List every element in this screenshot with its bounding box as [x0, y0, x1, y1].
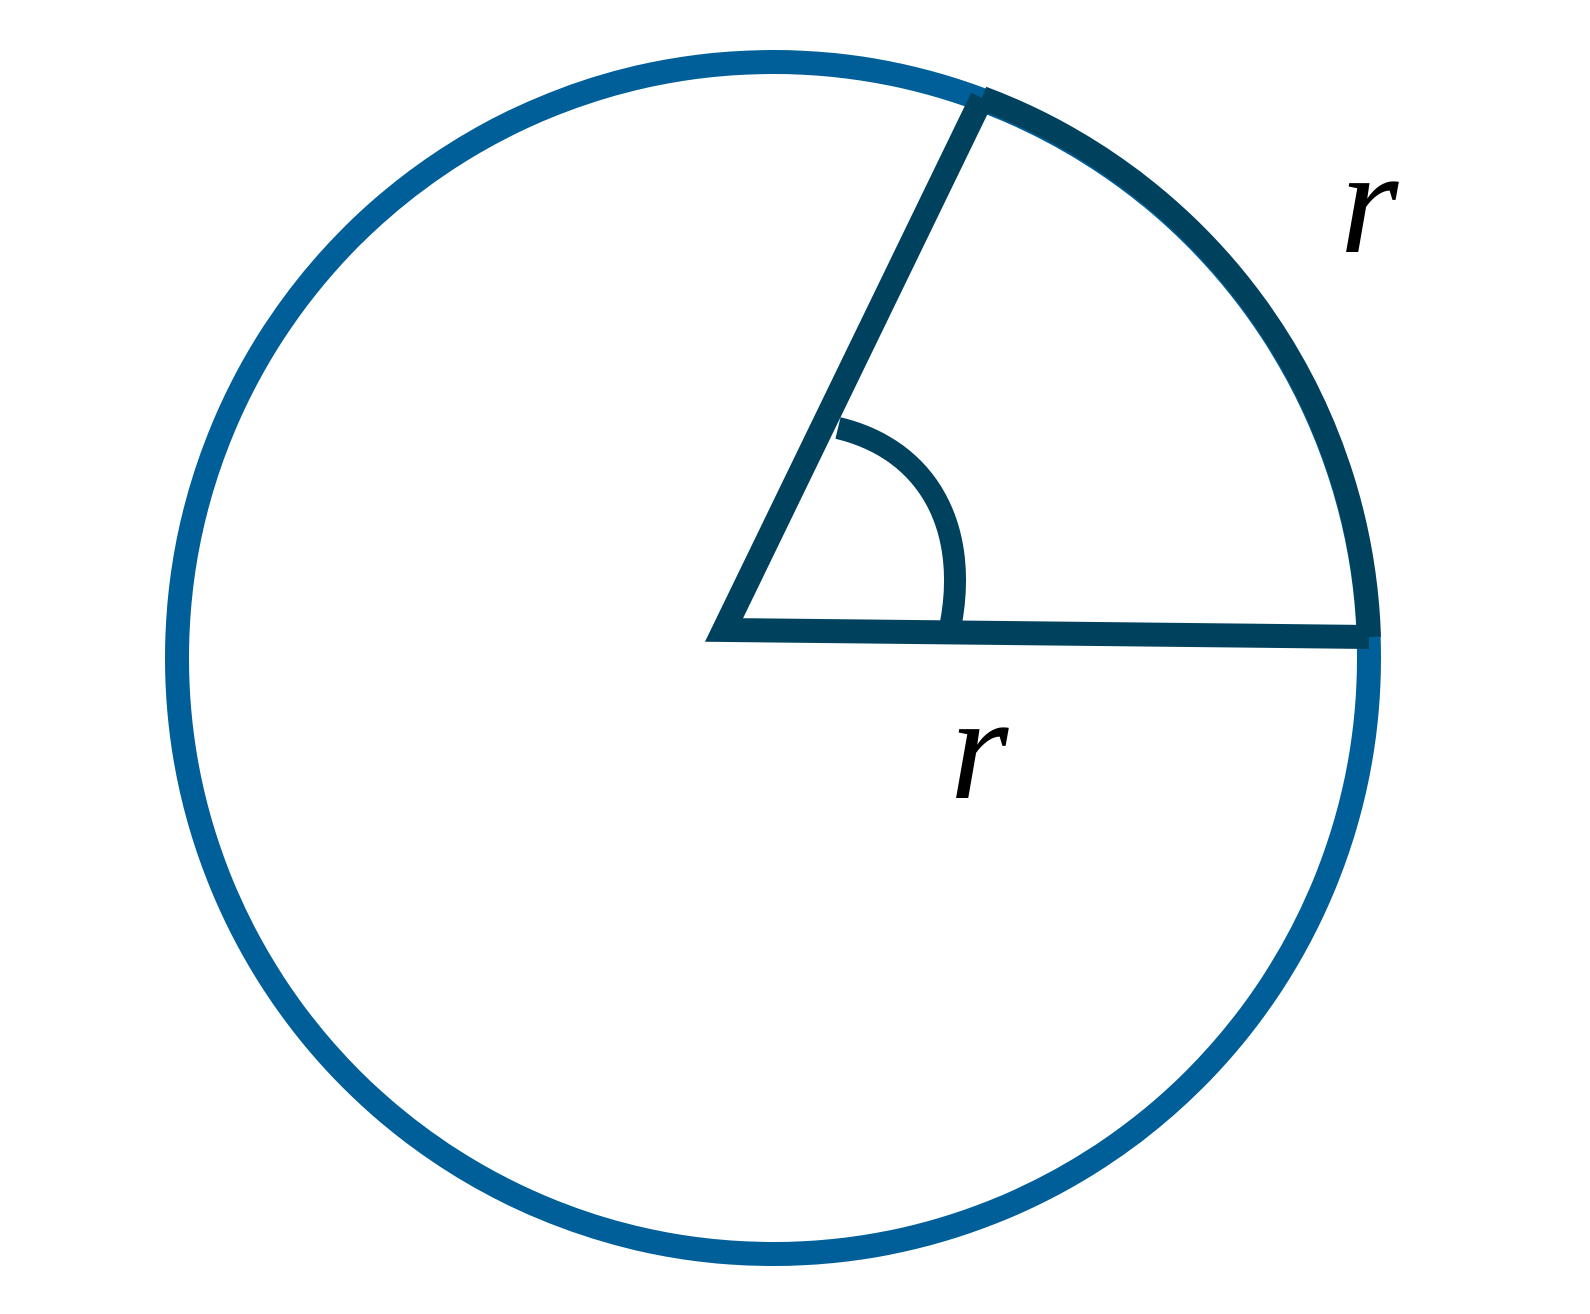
sector-radii	[724, 98, 1369, 637]
radius-label: r	[950, 665, 1009, 831]
arc-length-label: r	[1340, 119, 1399, 285]
highlighted-arc	[982, 98, 1369, 637]
angle-marker	[838, 428, 955, 628]
